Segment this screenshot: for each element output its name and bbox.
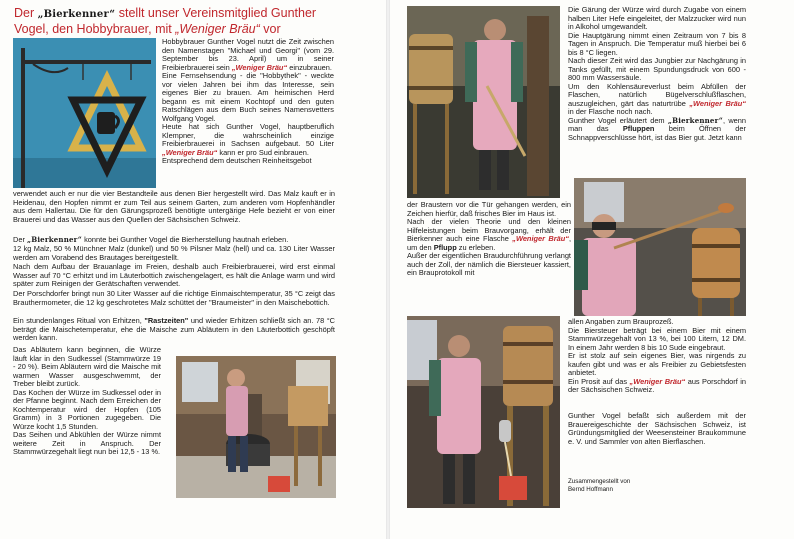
intro-text-1: Hobbybrauer Gunther Vogel nutzt die Zeit zwischen den Namenstagen "Michael und Georgi" (vom 29. September bis 23. April) um in seiner Freibierbrauerei sein [162, 37, 334, 72]
brand-mention: „Weniger Bräu“ [689, 98, 746, 108]
credit-name: Bernd Hoffmann [568, 485, 613, 493]
ritual-paragraph [13, 317, 335, 343]
fermentation-text-3: Nach dieser Zeit wird das Jungbier zur Nachgärung in Tanks gefüllt, mit einem Spundungsdruck von 600 - 800 mm Wassersäule. [568, 56, 746, 82]
brand-mention: „Weniger Bräu“ [512, 234, 569, 243]
tax-text-3: Er ist stolz auf sein eigenes Bier, was nirgends zu kaufen gibt und was er als Freibier zu Gebietsfesten anbietet. [568, 351, 746, 377]
setup-paragraph: Nach dem Aufbau der Brauanlage im Freien, deshalb auch Freibierbrauerei, wird erst einmal Wasser auf 70 °C erhitzt und im Läuterbottich zwischengelagert, es hält die Anlage warm und wird später zum Reinigen der Gerätschaften verwendet. [13, 262, 335, 288]
tax-text-2: Die Biersteuer beträgt bei einem Bier mit einem Stammwürzegehalt von 13 %, bei 100 Litern, 12 DM. In einem Jahr werden 8 bis 10 Sude eingebraut. [568, 325, 746, 352]
fermentation-text-4: Um den Kohlensäureverlust beim Abfüllen der Flaschen, natürlich Bügelverschlußflaschen, auszugleichen, gärt das naturtrübe [568, 81, 746, 108]
photo-brewer-barrel [407, 6, 560, 198]
pflupp-term: Pflupp [433, 242, 457, 252]
intro-column [162, 38, 334, 166]
p6-text-1: Ein stundenlanges Ritual von Erhitzen, [13, 316, 142, 325]
brand-mention: „Weniger Bräu“ [162, 147, 218, 157]
lautering-text-3: Das Seihen und Abkühlen der Würze nimmt weitere Zeit in Anspruch. Der Stammwürzegehalt liegt nun bei 12,5 - 13 %. [13, 430, 161, 456]
tax-text-4: Ein Prosit auf das [568, 376, 628, 386]
intro-text-2: einzubrauen. [289, 62, 332, 72]
tax-text-5: aus Porschdorf in der Sächsischen Schweiz. [568, 376, 746, 394]
malt-paragraph: 12 kg Malz, 50 % Münchner Malz (dunkel) und 50 % Pilsner Malz (hell) und ca. 130 Liter Wasser werden am Vorabend des Brautages bereitgestellt. [13, 244, 335, 262]
p2-post: konnte bei Gunther Vogel die Bierherstellung hautnah erleben. [84, 235, 289, 244]
page-gutter [386, 0, 390, 539]
lautering-text-2: Das Kochen der Würze im Sudkessel oder in der Pfanne beginnt. Nach dem Erreichen der Kochtemperatur wird der Hopfen (105 Gramm) in 3 Portionen zugegeben. Die Würze kocht 1,5 Stunden. [13, 387, 161, 431]
fermentation-text-7: , wenn man das [568, 115, 746, 133]
braustern-text-2: Nach der vielen Theorie und den kleinen Hilfeleistungen beim Brauvorgang, erhält der Bierkenner auch eine Flasche [407, 217, 571, 243]
bierkenner-logo: „Bierkenner“ [37, 9, 116, 20]
fermentation-text-6: Gunther Vogel erläutert dem [568, 115, 665, 125]
rastzeiten-term: "Rastzeiten" [144, 316, 189, 325]
history-paragraph: Gunther Vogel befaßt sich außerdem mit der Brauereigeschichte der Sächsischen Schweiz, ist Gründungsmitglied der Weesensteiner Braukommune e. V. und Sammler von alten Bierflaschen. [568, 411, 746, 446]
ingredients-paragraph: verwendet auch er nur die vier Bestandteile aus denen Bier hergestellt wird. Das Malz kauft er in Heidenau, den Hopfen nimmt er zum Teil aus seinem Garten, zum anderen vom Hopfenhändler aus dem Hallertau. Die für den Gärungsprozeß benötigte untergärige Hefe bezieht er von einer Brauerei und das Wasser aus den Quellen der Sächsischen Schweiz. [13, 189, 335, 224]
heading-pre: Der [14, 6, 35, 20]
fermentation-text-8: beim Öffnen der Schnappverschlüsse hört, ist das Bier gut. Jetzt kann [568, 124, 746, 142]
lautering-text-1: Das Abläutern kann beginnen, die Würze läuft klar in den Sudkessel (Stammwürze 19 - 20 %). Beim Abläutern wird die Maische mit warmen Wasser ausgeschwemmt, der Treber bleibt zurück. [13, 345, 161, 388]
braustern-text-3: , um den [407, 234, 572, 252]
photo-brewer-mashing [176, 356, 336, 498]
pfluppen-term: Pfluppen [622, 124, 655, 133]
mashing-paragraph: Der Porschdorfer bringt nun 30 Liter Wasser auf die richtige Einmaischtemperatur, 35 °C zeigt das Brauthermometer, die 12 kg geschrotetes Malz schüttet der "Braumeister" in den Maischebottich. [13, 289, 335, 307]
credit-label: Zusammengestellt von [568, 478, 631, 485]
heading-mid: stellt unser Vereinsmitglied Gunther Vogel, den Hobbybrauer, mit [14, 6, 317, 36]
fermentation-text-1: Die Gärung der Würze wird durch Zugabe von einem halben Liter Hefe eingeleitet, der Malzzucker wird nun in Alkohol umgewandelt. [568, 5, 746, 31]
tax-column [568, 318, 746, 395]
fermentation-text-5: in der Flasche noch nach. [568, 107, 653, 116]
heading-post: vor [263, 22, 281, 36]
intro-text-4: Heute hat sich Gunther Vogel, hauptberuflich Klempner, die wahrscheinlich einzige Freibierbrauerei in Sachsen aufgebaut. 50 Liter [162, 122, 334, 148]
tax-text-1: allen Angaben zum Brauprozeß. [568, 317, 674, 326]
brand-mention: „Weniger Bräu“ [629, 376, 686, 386]
fermentation-column [568, 6, 746, 142]
fermentation-text-2: Die Hauptgärung nimmt einen Zeitraum von 7 bis 8 Tagen in Anspruch. Die Temperatur muß hierbei bei 6 bis 8 °C liegen. [568, 30, 746, 57]
intro-text-6: Entsprechend dem deutschen Reinheitsgebot [162, 156, 312, 165]
p2-pre: Der [13, 235, 25, 244]
intro-text-5: kann er pro Sud einbrauen. [219, 147, 309, 157]
brand-mention: „Weniger Bräu“ [231, 62, 288, 72]
braustern-text-4: zu erleben. [458, 242, 496, 252]
article-heading [14, 6, 334, 37]
braustern-column [407, 201, 571, 278]
photo-brewer-tapping [574, 178, 746, 316]
lautering-column [13, 346, 161, 457]
braustern-text-5: Außer der eigentlichen Braudurchführung verlangt auch der Zoll, der nämlich die Biersteuer kassiert, ein Brauprotokoll mit [407, 251, 571, 277]
credit-line [568, 478, 746, 493]
photo-braustern-sign [13, 38, 156, 188]
heading-brand: „Weniger Bräu“ [175, 22, 260, 36]
bierkenner-logo: „Bierkenner“ [667, 115, 723, 125]
braustern-text-1: der Braustern vor die Tür gehangen werden, ein Zeichen hierfür, daß frisches Bier im Haus ist. [407, 200, 571, 218]
intro-text-3: Eine Fernsehsendung - die "Hobbythek" - weckte vor vielen Jahren bei ihm das Interesse, sein eigenes Bier zu brauen. Am heimischen Herd begann es mit einem Kochtopf und den guten Ratschlägen aus dem Buch seines Namensvetters Wolfgang Vogel. [162, 71, 334, 123]
photo-brewer-pouring [407, 316, 560, 508]
p6-text-2: und wieder Erhitzen schließt sich an. 78 °C beträgt die Maischetemperatur, ehe die Maische zum Abläutern in den Läuterbottich geschöpft werden kann. [13, 316, 335, 342]
bierkenner-logo: „Bierkenner“ [26, 235, 83, 244]
